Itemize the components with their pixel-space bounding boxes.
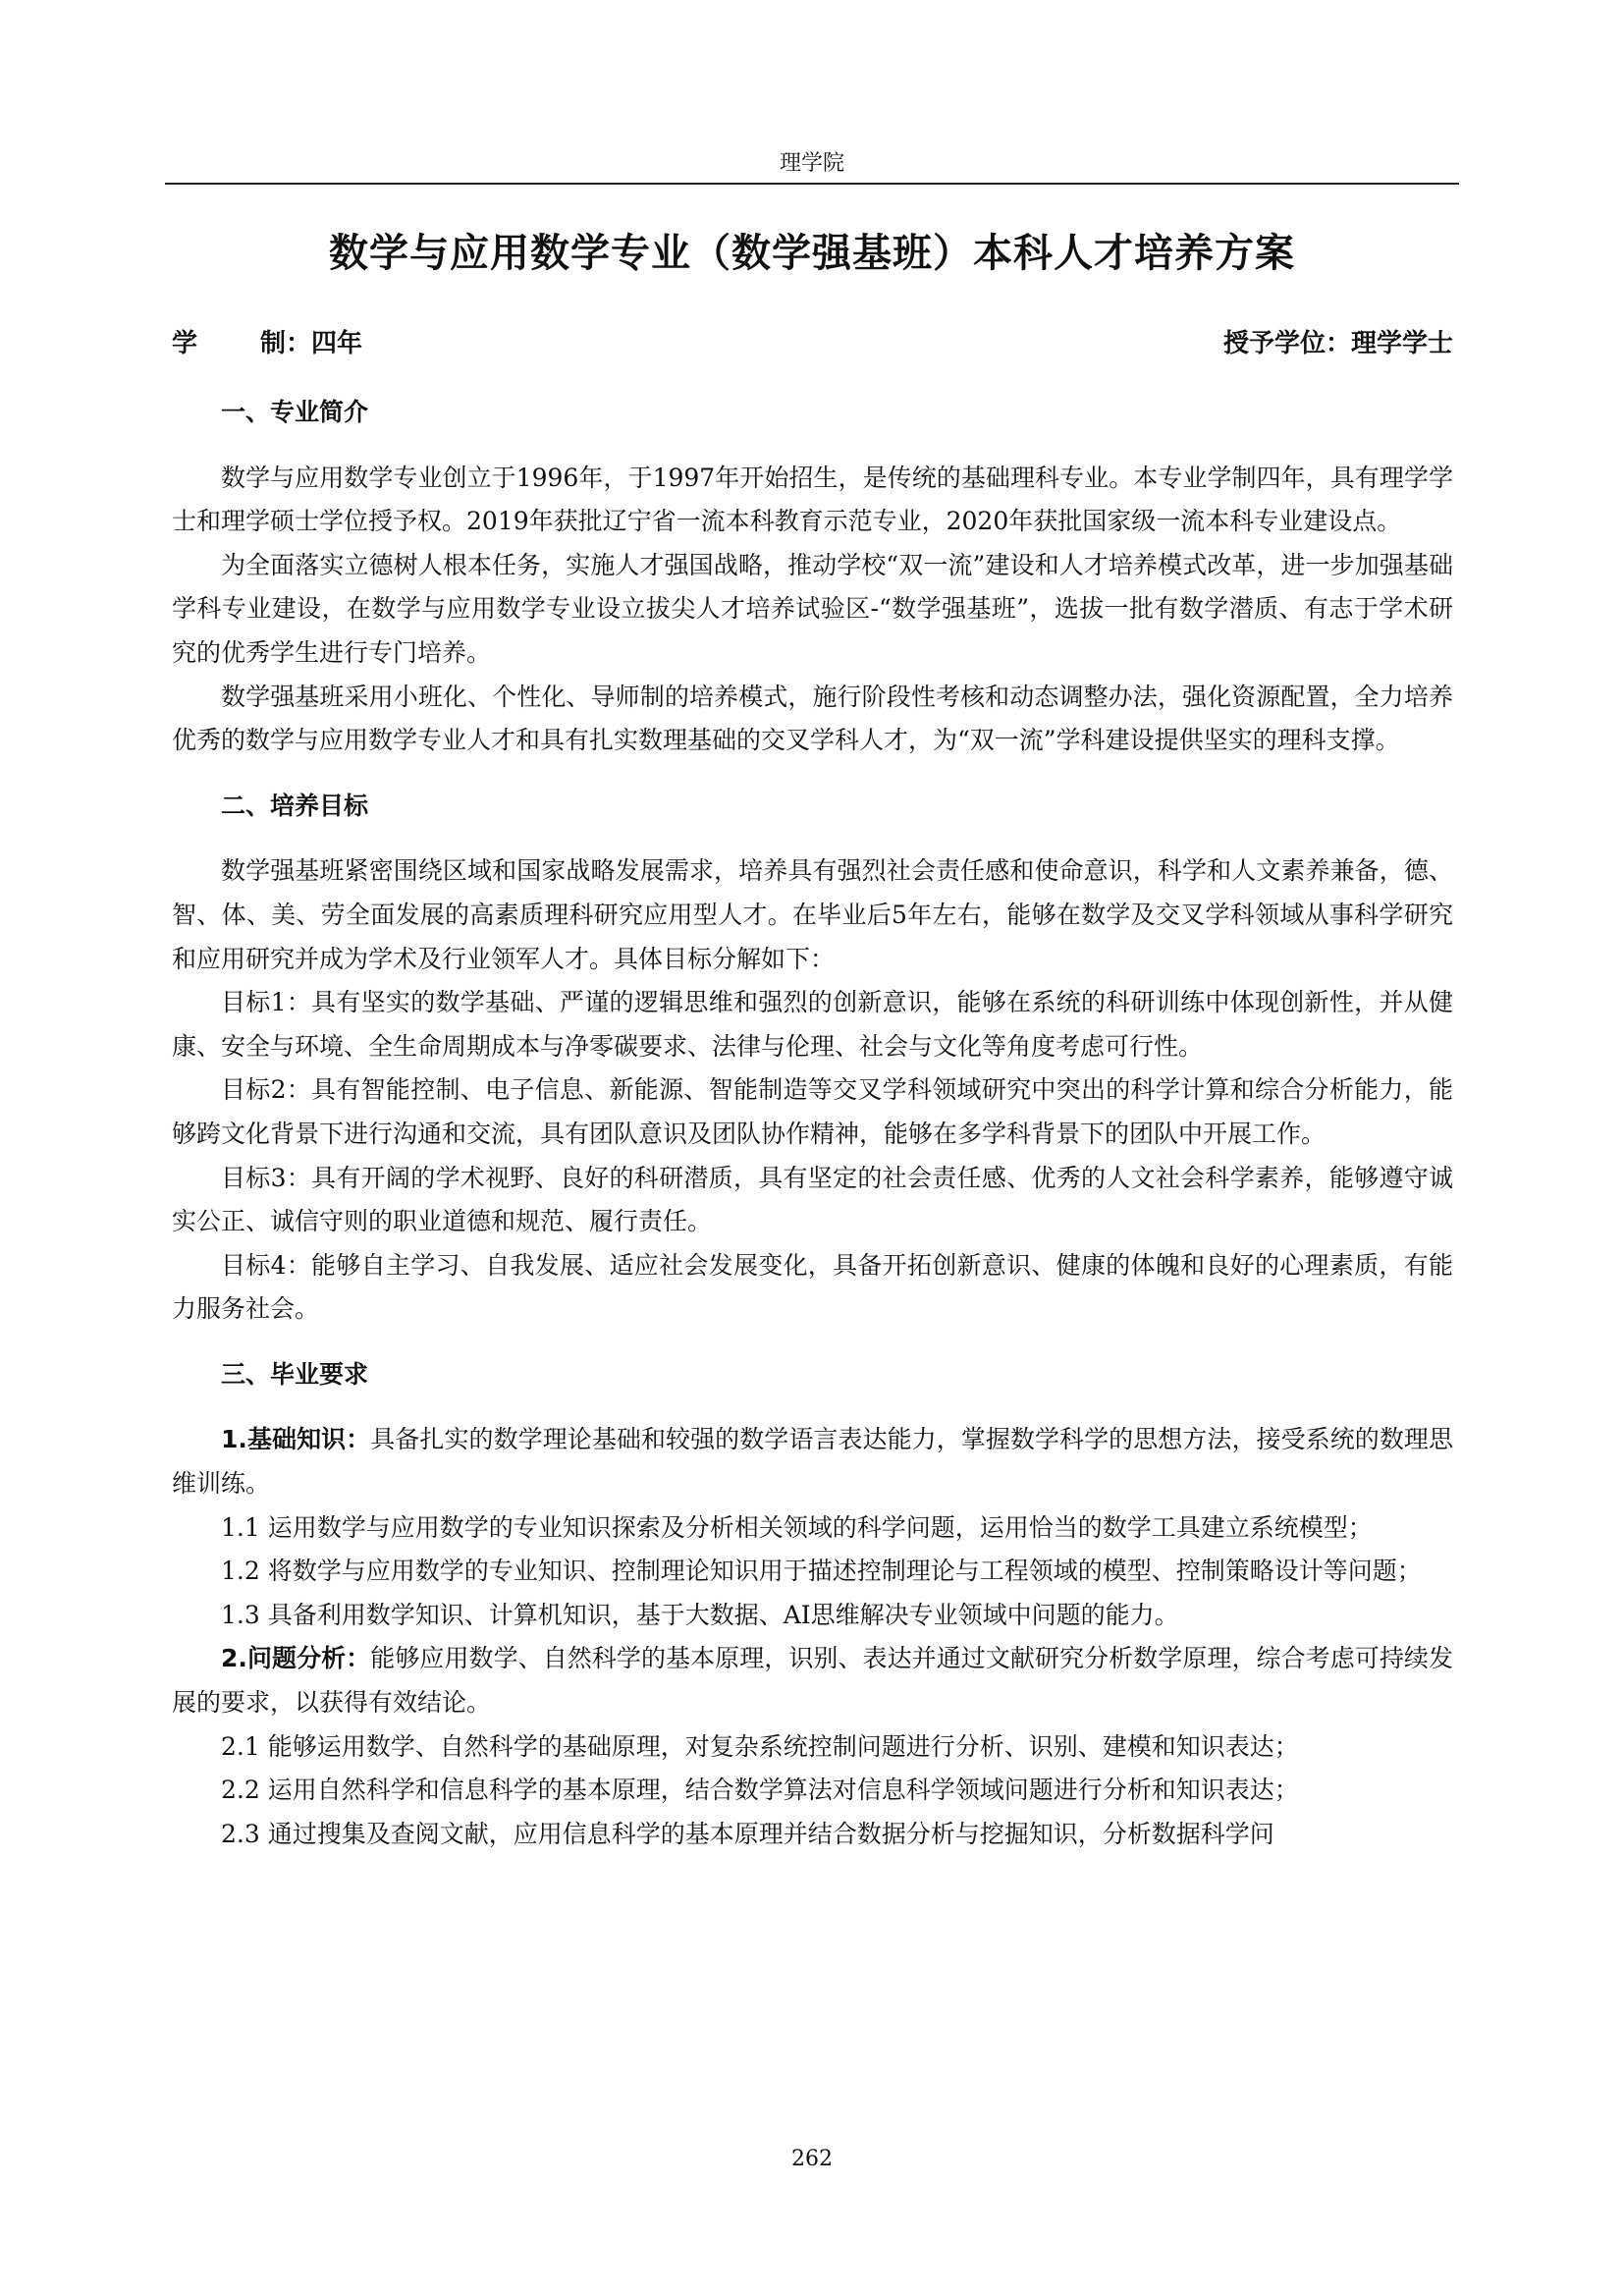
requirement-text: 具备扎实的数学理论基础和较强的数学语言表达能力，掌握数学科学的思想方法，接受系统的数理思维训练。 [172, 1425, 1453, 1499]
requirement-item [172, 1725, 1453, 1770]
requirement-label: 2.问题分析： [221, 1644, 371, 1673]
duration-label: 学 [172, 329, 198, 358]
paragraph: 为全面落实立德树人根本任务，实施人才强国战略，推动学校“双一流”建设和人才培养模式改革，进一步加强基础学科专业建设，在数学与应用数学专业设立拔尖人才培养试验区-“数学强基班”，选拔一批有数学潜质、有志于学术研究的优秀学生进行专门培养。 [172, 550, 1453, 667]
running-header [165, 147, 1459, 185]
requirement-text: 1.2 将数学与应用数学的专业知识、控制理论知识用于描述控制理论与工程领域的模型、控制策略设计等问题； [221, 1557, 1422, 1586]
requirement-item [172, 1594, 1453, 1638]
document-title: 数学与应用数学专业（数学强基班）本科人才培养方案 [329, 231, 1295, 276]
section-heading-requirements: 三、毕业要求 [221, 1359, 369, 1389]
duration [172, 324, 362, 363]
running-header-college: 理学院 [779, 151, 844, 176]
requirement-text: 能够应用数学、自然科学的基本原理，识别、表达并通过文献研究分析数学原理，综合考虑可持续发展的要求，以获得有效结论。 [172, 1644, 1453, 1718]
requirement-item [172, 1506, 1453, 1551]
paragraph: 数学强基班紧密围绕区域和国家战略发展需求，培养具有强烈社会责任感和使命意识，科学和人文素养兼备，德、智、体、美、劳全面发展的高素质理科研究应用型人才。在毕业后5年左右，能够在数学及交叉学科领域从事科学研究和应用研究并成为学术及行业领军人才。具体目标分解如下： [172, 856, 1453, 973]
paragraph: 数学与应用数学专业创立于1996年，于1997年开始招生，是传统的基础理科专业。本专业学制四年，具有理学学士和理学硕士学位授予权。2019年获批辽宁省一流本科教育示范专业，2020年获批国家级一流本科专业建设点。 [172, 463, 1453, 536]
requirement-text: 1.3 具备利用数学知识、计算机知识，基于大数据、AI思维解决专业领域中问题的能力。 [221, 1600, 1179, 1629]
requirement-item [172, 1637, 1453, 1724]
section-heading-intro: 一、专业简介 [221, 398, 369, 426]
requirement-item [172, 1813, 1453, 1857]
requirement-item [172, 1418, 1453, 1505]
page-number: 262 [791, 2147, 833, 2171]
paragraph: 目标1：具有坚实的数学基础、严谨的逻辑思维和强烈的创新意识，能够在系统的科研训练中体现创新性，并从健康、安全与环境、全生命周期成本与净零碳要求、法律与伦理、社会与文化等角度考虑可行性。 [172, 988, 1453, 1061]
requirement-text: 2.2 运用自然科学和信息科学的基本原理，结合数学算法对信息科学领域问题进行分析和知识表达； [221, 1776, 1299, 1805]
requirement-item [172, 1550, 1453, 1594]
section-heading-objectives: 二、培养目标 [221, 791, 369, 820]
paragraph: 数学强基班采用小班化、个性化、导师制的培养模式，施行阶段性考核和动态调整办法，强化资源配置，全力培养优秀的数学与应用数学专业人才和具有扎实数理基础的交叉学科人才，为“双一流”学科建设提供坚实的理科支撑。 [172, 682, 1453, 755]
duration-value: 制：四年 [260, 329, 363, 358]
program-meta [172, 324, 1453, 363]
paragraph: 目标4：能够自主学习、自我发展、适应社会发展变化，具备开拓创新意识、健康的体魄和良好的心理素质，有能力服务社会。 [172, 1250, 1453, 1324]
paragraph: 目标2：具有智能控制、电子信息、新能源、智能制造等交叉学科领域研究中突出的科学计算和综合分析能力，能够跨文化背景下进行沟通和交流，具有团队意识及团队协作精神，能够在多学科背景下的团队中开展工作。 [172, 1075, 1453, 1148]
requirement-item [172, 1769, 1453, 1813]
requirement-text: 2.1 能够运用数学、自然科学的基础原理，对复杂系统控制问题进行分析、识别、建模和知识表达； [221, 1731, 1299, 1761]
requirement-text: 2.3 通过搜集及查阅文献，应用信息科学的基本原理并结合数据分析与挖掘知识，分析数据科学问 [221, 1819, 1274, 1848]
requirement-label: 1.基础知识： [221, 1425, 371, 1454]
degree: 授予学位：理学学士 [1222, 329, 1453, 358]
document-body [172, 391, 1453, 1856]
requirement-text: 1.1 运用数学与应用数学的专业知识探索及分析相关领域的科学问题，运用恰当的数学工具建立系统模型； [221, 1512, 1373, 1542]
paragraph: 目标3：具有开阔的学术视野、良好的科研潜质，具有坚定的社会责任感、优秀的人文社会科学素养，能够遵守诚实公正、诚信守则的职业道德和规范、履行责任。 [172, 1163, 1453, 1236]
